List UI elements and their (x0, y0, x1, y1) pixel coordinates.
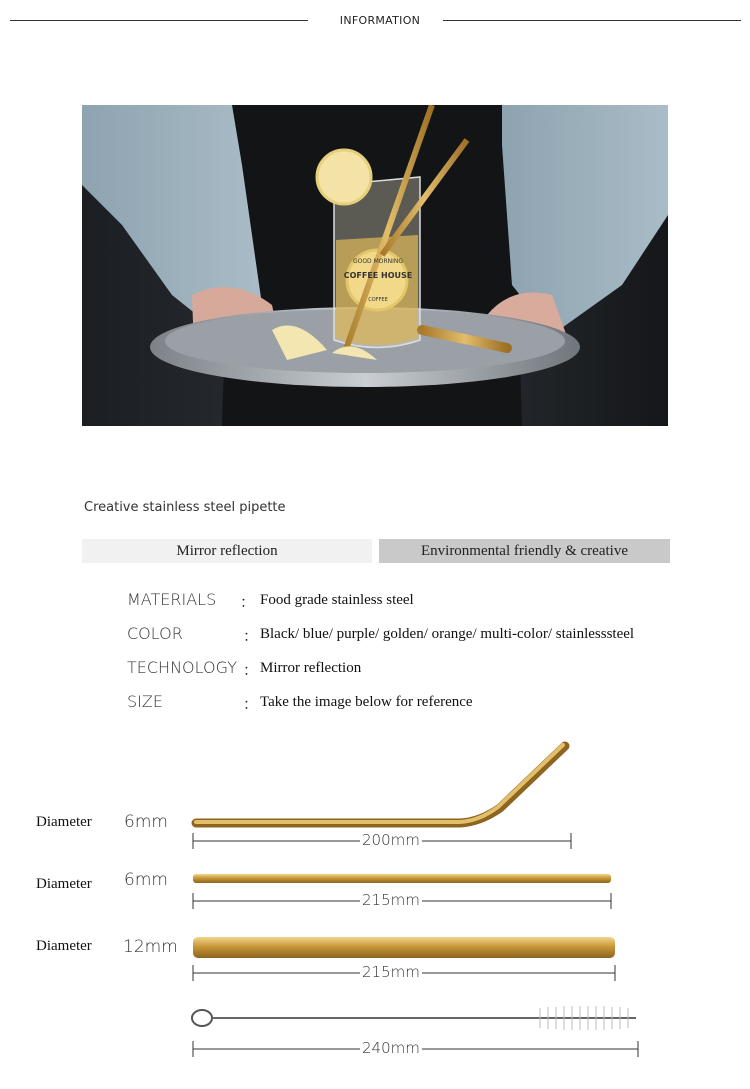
straw1-diameter-label: Diameter (36, 814, 92, 830)
tab-mirror-reflection: Mirror reflection (82, 539, 372, 563)
straw2-diameter-label: Diameter (36, 876, 92, 892)
header-rule-left (10, 20, 308, 21)
spec-key-color: COLOR (127, 624, 183, 643)
spec-key-size: SIZE (127, 692, 163, 711)
spec-value-size: Take the image below for reference (260, 694, 473, 710)
spec-value-color: Black/ blue/ purple/ golden/ orange/ multi-color/ stainlesssteel (260, 626, 635, 642)
straw3-length: 215mm (362, 963, 420, 981)
glass-print-line3: COFFEE (368, 297, 388, 303)
spec-value-materials: Food grade stainless steel (260, 592, 414, 608)
header-title: INFORMATION (339, 14, 421, 27)
brush-length: 240mm (362, 1039, 420, 1057)
spec-key-materials: MATERIALS (127, 590, 217, 609)
straight-straw-12mm (193, 937, 615, 958)
spec-colon-materials: ： (240, 595, 256, 611)
straw3-diameter-value: 12mm (123, 937, 178, 957)
straw1-length: 200mm (362, 831, 420, 849)
straw2-diameter-value: 6mm (124, 870, 168, 890)
straw2-length: 215mm (362, 891, 420, 909)
spec-colon-color: ： (243, 629, 259, 645)
straw3-diameter-label: Diameter (36, 938, 92, 954)
straight-straw-6mm (193, 874, 611, 883)
spec-key-technology: TECHNOLOGY (127, 658, 237, 677)
tab-environmental-friendly: Environmental friendly & creative (379, 539, 670, 563)
spec-colon-technology: ： (243, 663, 259, 679)
spec-value-technology: Mirror reflection (260, 660, 362, 676)
product-photo-illustration (82, 105, 668, 426)
header-rule-right (443, 20, 741, 21)
product-photo (82, 105, 668, 426)
cleaning-brush (192, 1006, 636, 1030)
spec-colon-size: ： (243, 697, 259, 713)
bent-straw (196, 746, 565, 823)
glass-print-line1: GOOD MORNING (352, 258, 404, 265)
section-subtitle: Creative stainless steel pipette (84, 500, 286, 515)
glass-print-line2: COFFEE HOUSE (343, 271, 413, 280)
straw1-diameter-value: 6mm (124, 812, 168, 832)
